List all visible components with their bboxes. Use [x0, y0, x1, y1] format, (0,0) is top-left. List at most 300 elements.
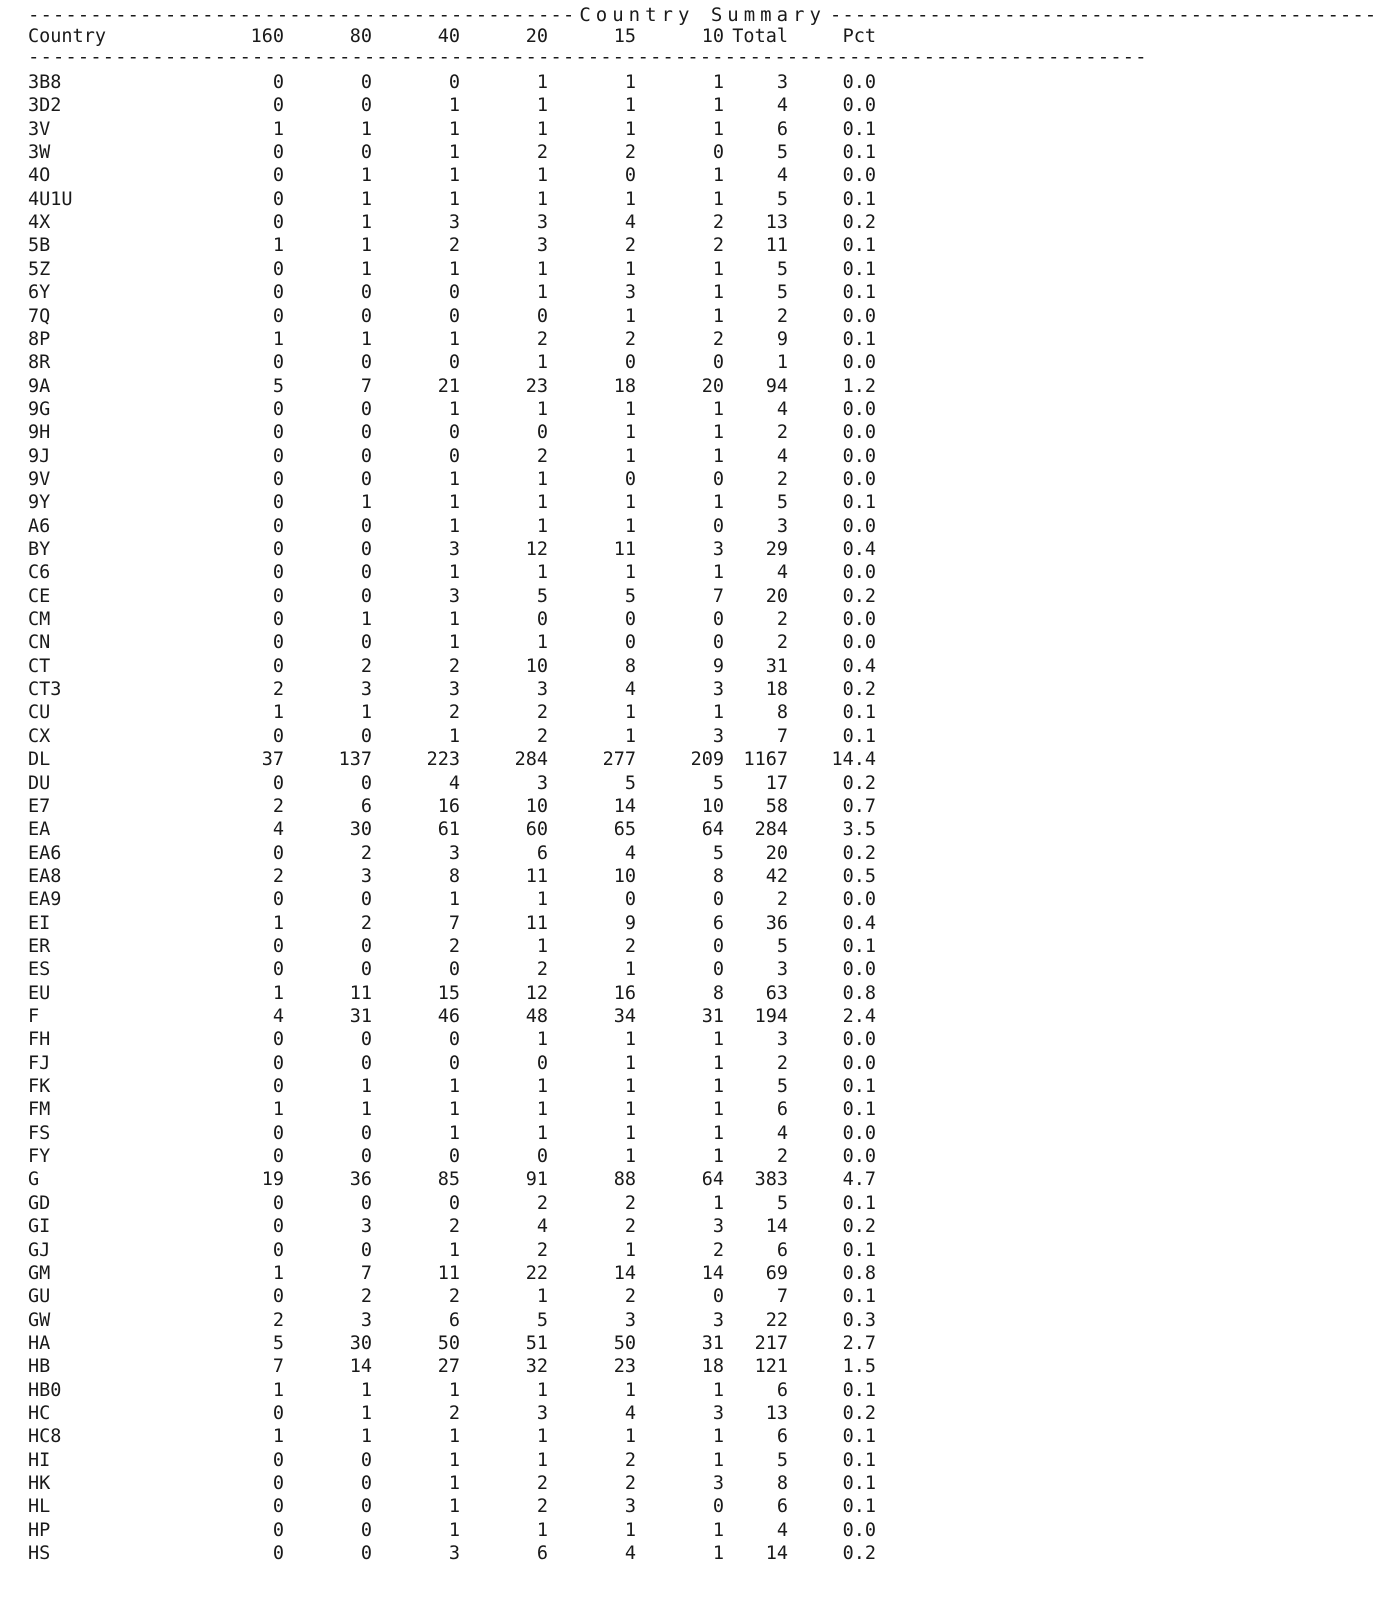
table-row	[28, 865, 876, 889]
cell-total: 6	[776, 1496, 788, 1518]
table-row	[28, 1449, 876, 1473]
cell-b40: 1	[448, 515, 460, 537]
cell-b20: 1	[536, 95, 548, 117]
cell-pct: 0.1	[842, 282, 876, 304]
cell-b10: 1	[712, 1379, 724, 1401]
table-row	[28, 725, 876, 749]
cell-b10: 1	[712, 282, 724, 304]
cell-b160: 2	[272, 679, 284, 701]
table-row	[28, 1495, 876, 1519]
cell-b15: 0	[624, 609, 636, 631]
cell-b40: 2	[448, 1402, 460, 1424]
table-row	[28, 795, 876, 819]
cell-b80: 36	[349, 1169, 372, 1191]
cell-b160: 5	[272, 375, 284, 397]
cell-b20: 3	[536, 1402, 548, 1424]
cell-b10: 0	[712, 1496, 724, 1518]
cell-b80: 0	[360, 398, 372, 420]
cell-b40: 1	[448, 609, 460, 631]
cell-b15: 2	[624, 1192, 636, 1214]
cell-b15: 65	[613, 819, 636, 841]
cell-b20: 1	[536, 165, 548, 187]
table-row	[28, 561, 876, 585]
cell-b40: 0	[448, 422, 460, 444]
cell-b20: 1	[536, 1519, 548, 1541]
cell-b20: 2	[536, 445, 548, 467]
cell-b160: 1	[272, 1426, 284, 1448]
cell-country: CT3	[28, 679, 62, 701]
cell-b20: 22	[525, 1262, 548, 1284]
cell-b15: 4	[624, 212, 636, 234]
cell-country: DL	[28, 749, 51, 771]
cell-b10: 1	[712, 702, 724, 724]
cell-pct: 0.0	[842, 95, 876, 117]
cell-b40: 0	[448, 305, 460, 327]
cell-b10: 8	[712, 865, 724, 887]
cell-b15: 0	[624, 165, 636, 187]
cell-b20: 2	[536, 959, 548, 981]
cell-b15: 1	[624, 515, 636, 537]
cell-total: 3	[776, 72, 788, 93]
cell-pct: 14.4	[831, 749, 876, 771]
cell-b160: 0	[272, 539, 284, 560]
cell-total: 5	[776, 1076, 788, 1098]
cell-b40: 2	[448, 235, 460, 257]
table-row	[28, 912, 876, 936]
cell-b15: 1	[624, 1099, 636, 1121]
cell-b20: 60	[525, 819, 548, 841]
table-row	[28, 398, 876, 422]
cell-b15: 16	[613, 982, 636, 1004]
cell-pct: 1.5	[842, 1356, 876, 1378]
cell-country: EA8	[28, 865, 62, 887]
cell-b80: 0	[360, 352, 372, 374]
cell-country: DU	[28, 772, 51, 794]
cell-b160: 1	[272, 118, 284, 140]
cell-country: 5B	[28, 235, 51, 257]
cell-b20: 1	[536, 1076, 548, 1098]
header-20: 20	[525, 26, 548, 47]
table-row	[28, 118, 876, 142]
cell-b160: 0	[272, 1122, 284, 1144]
cell-total: 217	[754, 1332, 788, 1354]
cell-b160: 0	[272, 1216, 284, 1238]
cell-b160: 4	[272, 1006, 284, 1027]
cell-b160: 0	[272, 1029, 284, 1051]
cell-b10: 3	[712, 1309, 724, 1331]
cell-country: FS	[28, 1122, 51, 1144]
cell-b80: 2	[360, 1286, 372, 1308]
cell-total: 6	[776, 1239, 788, 1261]
cell-b80: 14	[349, 1356, 372, 1378]
cell-b10: 0	[712, 142, 724, 164]
cell-b20: 1	[536, 515, 548, 537]
cell-b20: 48	[525, 1006, 548, 1027]
cell-total: 5	[776, 1449, 788, 1471]
cell-total: 6	[776, 1426, 788, 1448]
cell-b10: 3	[712, 725, 724, 747]
cell-b40: 1	[448, 1379, 460, 1401]
cell-total: 22	[765, 1309, 788, 1331]
cell-b40: 1	[448, 889, 460, 911]
cell-total: 121	[754, 1356, 788, 1378]
cell-b160: 0	[272, 468, 284, 490]
cell-b160: 7	[272, 1356, 284, 1378]
cell-b160: 37	[261, 749, 284, 771]
cell-b80: 1	[360, 258, 372, 280]
cell-b10: 0	[712, 609, 724, 631]
cell-b15: 2	[624, 142, 636, 164]
cell-b20: 1	[536, 492, 548, 514]
cell-b20: 1	[536, 1426, 548, 1448]
cell-b15: 1	[624, 1379, 636, 1401]
cell-b80: 1	[360, 1076, 372, 1098]
table-row	[28, 842, 876, 866]
cell-b160: 19	[261, 1169, 284, 1191]
cell-b15: 1	[624, 1052, 636, 1074]
cell-total: 58	[765, 795, 788, 817]
table-row	[28, 1215, 876, 1239]
cell-pct: 0.0	[842, 959, 876, 981]
cell-country: ES	[28, 959, 51, 981]
cell-b40: 1	[448, 95, 460, 117]
cell-b80: 0	[360, 1473, 372, 1494]
cell-b20: 6	[536, 842, 548, 864]
cell-pct: 0.2	[842, 679, 876, 701]
cell-pct: 0.0	[842, 515, 876, 537]
cell-country: 7Q	[28, 305, 51, 327]
cell-b10: 1	[712, 188, 724, 210]
cell-pct: 0.2	[842, 772, 876, 794]
cell-b160: 0	[272, 515, 284, 537]
cell-b20: 2	[536, 1192, 548, 1214]
cell-b15: 1	[624, 445, 636, 467]
cell-country: 9Y	[28, 492, 51, 514]
cell-pct: 0.1	[842, 142, 876, 164]
cell-b80: 1	[360, 118, 372, 140]
cell-b10: 1	[712, 1099, 724, 1121]
cell-b40: 1	[448, 118, 460, 140]
cell-b80: 1	[360, 1379, 372, 1401]
cell-b80: 0	[360, 1192, 372, 1214]
cell-b15: 0	[624, 352, 636, 374]
cell-total: 6	[776, 1379, 788, 1401]
cell-b20: 1	[536, 258, 548, 280]
cell-total: 14	[765, 1543, 788, 1565]
table-row	[28, 1402, 876, 1426]
cell-b10: 5	[712, 842, 724, 864]
cell-b40: 2	[448, 702, 460, 724]
cell-total: 1167	[743, 749, 788, 771]
cell-pct: 0.0	[842, 72, 876, 93]
cell-country: F	[28, 1006, 40, 1027]
cell-country: GU	[28, 1286, 51, 1308]
cell-b80: 1	[360, 609, 372, 631]
cell-b160: 0	[272, 1076, 284, 1098]
cell-pct: 1.2	[842, 375, 876, 397]
cell-b40: 3	[448, 539, 460, 560]
cell-pct: 0.8	[842, 1262, 876, 1284]
cell-b20: 6	[536, 1543, 548, 1565]
cell-pct: 0.4	[842, 539, 876, 560]
table-row	[28, 1425, 876, 1449]
cell-b40: 4	[448, 772, 460, 794]
cell-b160: 0	[272, 1402, 284, 1424]
cell-b20: 12	[525, 982, 548, 1004]
cell-b40: 1	[448, 1473, 460, 1494]
cell-total: 5	[776, 142, 788, 164]
cell-pct: 0.1	[842, 1473, 876, 1494]
cell-total: 2	[776, 468, 788, 490]
cell-b15: 2	[624, 1286, 636, 1308]
cell-total: 36	[765, 912, 788, 934]
cell-b40: 1	[448, 258, 460, 280]
cell-b15: 3	[624, 282, 636, 304]
cell-b40: 1	[448, 468, 460, 490]
title-rule-left: --------------------------------------------	[28, 4, 576, 26]
cell-country: FJ	[28, 1052, 51, 1074]
cell-b160: 1	[272, 1262, 284, 1284]
cell-b15: 34	[613, 1006, 636, 1027]
cell-total: 4	[776, 445, 788, 467]
cell-b160: 0	[272, 655, 284, 677]
cell-total: 2	[776, 1146, 788, 1168]
cell-total: 63	[765, 982, 788, 1004]
cell-b40: 1	[448, 632, 460, 654]
cell-b160: 0	[272, 1286, 284, 1308]
cell-total: 9	[776, 328, 788, 350]
cell-b160: 2	[272, 1309, 284, 1331]
cell-country: 3W	[28, 142, 51, 164]
cell-total: 94	[765, 375, 788, 397]
cell-b40: 27	[437, 1356, 460, 1378]
cell-b10: 9	[712, 655, 724, 677]
cell-b10: 1	[712, 562, 724, 584]
cell-b10: 2	[712, 1239, 724, 1261]
table-row	[28, 678, 876, 702]
cell-b80: 7	[360, 375, 372, 397]
cell-b80: 2	[360, 912, 372, 934]
table-row	[28, 772, 876, 796]
cell-b10: 1	[712, 492, 724, 514]
cell-b10: 1	[712, 1449, 724, 1471]
cell-b160: 0	[272, 1239, 284, 1261]
cell-b160: 5	[272, 1332, 284, 1354]
cell-b40: 1	[448, 1519, 460, 1541]
cell-b20: 10	[525, 795, 548, 817]
cell-country: GD	[28, 1192, 51, 1214]
cell-b10: 1	[712, 165, 724, 187]
cell-country: HS	[28, 1543, 51, 1565]
cell-pct: 0.1	[842, 1076, 876, 1098]
cell-country: 4O	[28, 165, 51, 187]
cell-b15: 11	[613, 539, 636, 560]
cell-pct: 0.0	[842, 165, 876, 187]
cell-total: 31	[765, 655, 788, 677]
cell-country: FM	[28, 1099, 51, 1121]
table-row	[28, 234, 876, 258]
table-row	[28, 1098, 876, 1122]
cell-country: 4U1U	[28, 188, 73, 210]
cell-b10: 1	[712, 305, 724, 327]
table-row	[28, 608, 876, 632]
cell-country: FH	[28, 1029, 51, 1051]
cell-pct: 0.1	[842, 1099, 876, 1121]
cell-b10: 64	[701, 1169, 724, 1191]
cell-total: 8	[776, 1473, 788, 1494]
cell-b20: 1	[536, 468, 548, 490]
cell-b160: 1	[272, 235, 284, 257]
cell-b20: 3	[536, 235, 548, 257]
cell-total: 69	[765, 1262, 788, 1284]
cell-b40: 0	[448, 282, 460, 304]
cell-b15: 1	[624, 702, 636, 724]
cell-b15: 1	[624, 1426, 636, 1448]
cell-b15: 1	[624, 422, 636, 444]
cell-b40: 2	[448, 1286, 460, 1308]
cell-b15: 14	[613, 795, 636, 817]
cell-b10: 5	[712, 772, 724, 794]
table-row	[28, 468, 876, 492]
cell-b10: 20	[701, 375, 724, 397]
cell-b40: 16	[437, 795, 460, 817]
cell-country: EU	[28, 982, 51, 1004]
table-row	[28, 1005, 876, 1029]
cell-b15: 1	[624, 1519, 636, 1541]
cell-total: 3	[776, 1029, 788, 1051]
cell-b10: 2	[712, 212, 724, 234]
cell-b80: 11	[349, 982, 372, 1004]
cell-b10: 3	[712, 679, 724, 701]
cell-b20: 11	[525, 865, 548, 887]
cell-b20: 1	[536, 1029, 548, 1051]
cell-country: 3V	[28, 118, 51, 140]
cell-b40: 1	[448, 165, 460, 187]
cell-pct: 0.1	[842, 1496, 876, 1518]
cell-b80: 6	[360, 795, 372, 817]
cell-pct: 0.3	[842, 1309, 876, 1331]
table-row	[28, 328, 876, 352]
cell-b20: 91	[525, 1169, 548, 1191]
cell-b160: 1	[272, 328, 284, 350]
cell-b40: 1	[448, 1426, 460, 1448]
cell-b10: 1	[712, 1052, 724, 1074]
cell-b40: 0	[448, 72, 460, 93]
cell-b10: 0	[712, 468, 724, 490]
cell-pct: 0.1	[842, 1286, 876, 1308]
cell-b160: 1	[272, 1379, 284, 1401]
cell-b80: 1	[360, 1402, 372, 1424]
cell-total: 3	[776, 515, 788, 537]
cell-b20: 2	[536, 142, 548, 164]
cell-b160: 0	[272, 1146, 284, 1168]
cell-b80: 0	[360, 1519, 372, 1541]
cell-b20: 2	[536, 725, 548, 747]
cell-total: 4	[776, 1519, 788, 1541]
cell-b160: 0	[272, 212, 284, 234]
cell-b15: 3	[624, 1496, 636, 1518]
cell-pct: 0.0	[842, 1029, 876, 1051]
cell-b160: 0	[272, 165, 284, 187]
cell-pct: 0.2	[842, 585, 876, 607]
cell-b10: 1	[712, 422, 724, 444]
cell-country: 9V	[28, 468, 51, 490]
cell-b20: 1	[536, 1449, 548, 1471]
cell-b80: 1	[360, 188, 372, 210]
cell-country: 9G	[28, 398, 51, 420]
cell-b40: 1	[448, 1076, 460, 1098]
cell-country: GJ	[28, 1239, 51, 1261]
cell-pct: 0.1	[842, 118, 876, 140]
cell-b20: 1	[536, 1379, 548, 1401]
cell-b160: 0	[272, 398, 284, 420]
table-row	[28, 1075, 876, 1099]
cell-b10: 1	[712, 1543, 724, 1565]
cell-country: EI	[28, 912, 51, 934]
cell-b40: 3	[448, 1543, 460, 1565]
cell-b20: 0	[536, 1052, 548, 1074]
cell-total: 7	[776, 725, 788, 747]
cell-b20: 0	[536, 305, 548, 327]
cell-pct: 0.0	[842, 609, 876, 631]
cell-pct: 0.0	[842, 889, 876, 911]
cell-b15: 2	[624, 1216, 636, 1238]
cell-b80: 1	[360, 1426, 372, 1448]
cell-country: CE	[28, 585, 51, 607]
cell-b15: 10	[613, 865, 636, 887]
cell-b20: 4	[536, 1216, 548, 1238]
cell-b15: 2	[624, 935, 636, 957]
cell-b10: 1	[712, 72, 724, 93]
cell-total: 2	[776, 422, 788, 444]
cell-b15: 3	[624, 1309, 636, 1331]
cell-pct: 0.1	[842, 935, 876, 957]
cell-b20: 1	[536, 632, 548, 654]
cell-b20: 32	[525, 1356, 548, 1378]
cell-total: 11	[765, 235, 788, 257]
cell-b10: 0	[712, 959, 724, 981]
cell-b80: 0	[360, 539, 372, 560]
cell-b20: 1	[536, 398, 548, 420]
table-row	[28, 351, 876, 375]
cell-b40: 6	[448, 1309, 460, 1331]
cell-b160: 1	[272, 912, 284, 934]
cell-b160: 0	[272, 422, 284, 444]
cell-b20: 1	[536, 1099, 548, 1121]
cell-pct: 0.0	[842, 422, 876, 444]
table-row	[28, 1519, 876, 1543]
cell-b20: 1	[536, 282, 548, 304]
cell-pct: 0.5	[842, 865, 876, 887]
cell-b160: 0	[272, 585, 284, 607]
table-row	[28, 1309, 876, 1333]
cell-country: 9A	[28, 375, 51, 397]
cell-b20: 1	[536, 889, 548, 911]
cell-country: EA9	[28, 889, 62, 911]
cell-b160: 0	[272, 889, 284, 911]
cell-b20: 5	[536, 1309, 548, 1331]
cell-b160: 0	[272, 142, 284, 164]
cell-b10: 0	[712, 515, 724, 537]
cell-country: 6Y	[28, 282, 51, 304]
cell-b10: 18	[701, 1356, 724, 1378]
cell-b80: 0	[360, 142, 372, 164]
cell-b20: 2	[536, 328, 548, 350]
cell-b160: 0	[272, 72, 284, 93]
cell-b160: 1	[272, 702, 284, 724]
cell-b80: 0	[360, 725, 372, 747]
cell-b160: 0	[272, 1496, 284, 1518]
